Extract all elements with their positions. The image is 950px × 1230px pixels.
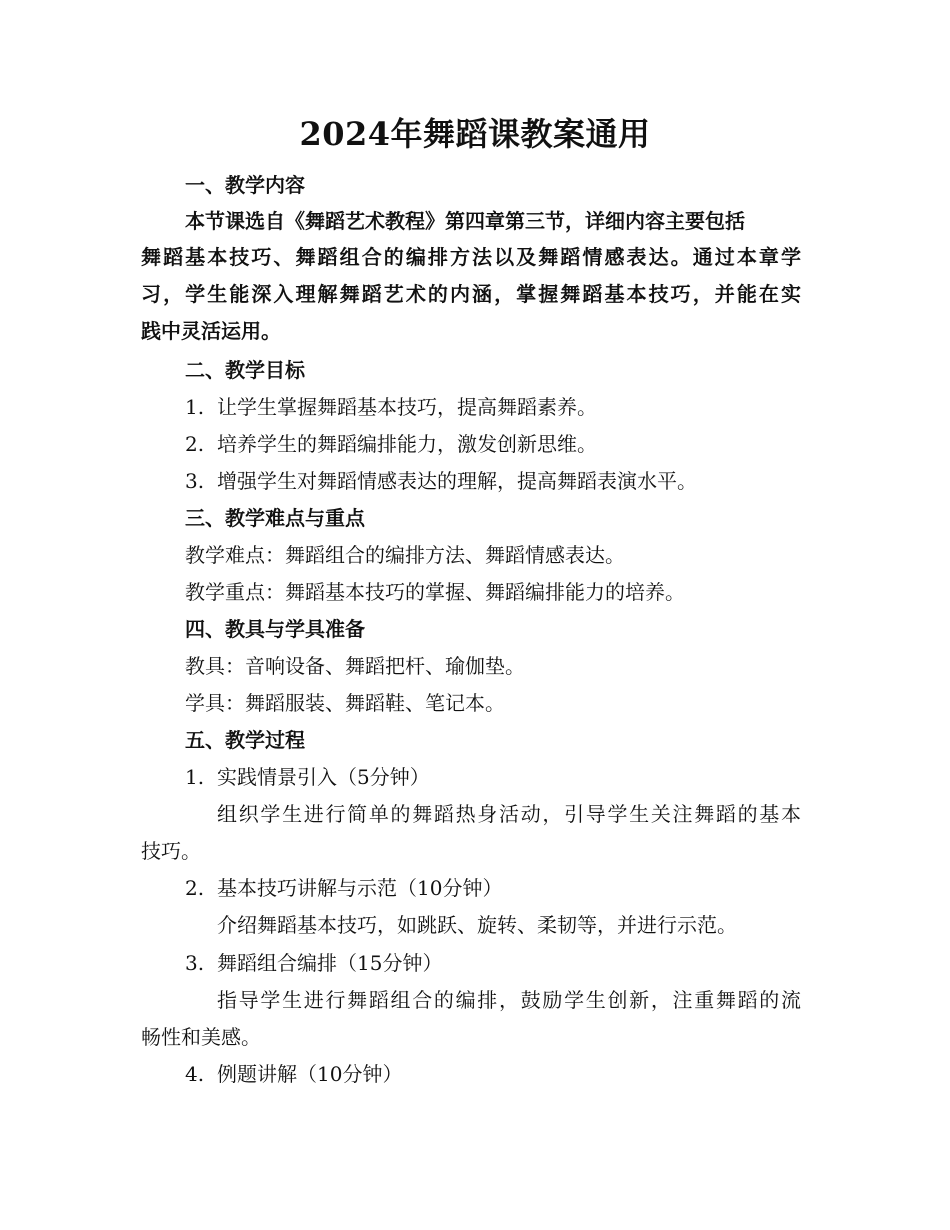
- step-title: 基本技巧讲解与示范（10分钟）: [217, 876, 503, 900]
- step-title: 例题讲解（10分钟）: [217, 1062, 403, 1086]
- section-heading-materials: 四、教具与学具准备: [185, 617, 365, 641]
- step-description: 介绍舞蹈基本技巧，如跳跃、旋转、柔韧等，并进行示范。: [217, 913, 737, 937]
- list-text: 培养学生的舞蹈编排能力，激发创新思维。: [217, 432, 597, 456]
- section-heading-objectives: 二、教学目标: [185, 358, 305, 382]
- step-description: 技巧。: [141, 839, 201, 863]
- list-text: 增强学生对舞蹈情感表达的理解，提高舞蹈表演水平。: [217, 469, 697, 493]
- section-heading-process: 五、教学过程: [185, 728, 305, 752]
- list-number: 2.: [185, 432, 205, 456]
- paragraph-line: 舞蹈基本技巧、舞蹈组合的编排方法以及舞蹈情感表达。通过本章学: [141, 245, 801, 269]
- difficulty-text: 教学难点：舞蹈组合的编排方法、舞蹈情感表达。: [185, 543, 625, 567]
- section-heading-content: 一、教学内容: [185, 173, 305, 197]
- paragraph-line: 践中灵活运用。: [141, 319, 281, 343]
- list-number: 1.: [185, 395, 205, 419]
- step-number: 1.: [185, 765, 205, 789]
- step-title: 舞蹈组合编排（15分钟）: [217, 951, 443, 975]
- step-description: 组织学生进行简单的舞蹈热身活动，引导学生关注舞蹈的基本: [217, 802, 801, 826]
- step-title: 实践情景引入（5分钟）: [217, 765, 430, 789]
- step-number: 2.: [185, 876, 205, 900]
- process-step: [185, 948, 442, 978]
- paragraph-line: 习，学生能深入理解舞蹈艺术的内涵，掌握舞蹈基本技巧，并能在实: [141, 282, 801, 306]
- key-point-text: 教学重点：舞蹈基本技巧的掌握、舞蹈编排能力的培养。: [185, 580, 685, 604]
- list-text: 让学生掌握舞蹈基本技巧，提高舞蹈素养。: [217, 395, 597, 419]
- process-step: [185, 1059, 402, 1089]
- page-title: 2024年舞蹈课教案通用: [299, 115, 651, 153]
- list-item: [185, 466, 697, 496]
- section-heading-difficulty: 三、教学难点与重点: [185, 506, 365, 530]
- step-description: 畅性和美感。: [141, 1025, 261, 1049]
- process-step: [185, 762, 430, 792]
- list-number: 3.: [185, 469, 205, 493]
- paragraph-line: 本节课选自《舞蹈艺术教程》第四章第三节，详细内容主要包括: [185, 209, 745, 233]
- student-materials-text: 学具：舞蹈服装、舞蹈鞋、笔记本。: [185, 691, 505, 715]
- step-number: 3.: [185, 951, 205, 975]
- list-item: [185, 429, 597, 459]
- process-step: [185, 873, 502, 903]
- teacher-materials-text: 教具：音响设备、舞蹈把杆、瑜伽垫。: [185, 654, 525, 678]
- step-description: 指导学生进行舞蹈组合的编排，鼓励学生创新，注重舞蹈的流: [217, 988, 801, 1012]
- list-item: [185, 392, 597, 422]
- step-number: 4.: [185, 1062, 205, 1086]
